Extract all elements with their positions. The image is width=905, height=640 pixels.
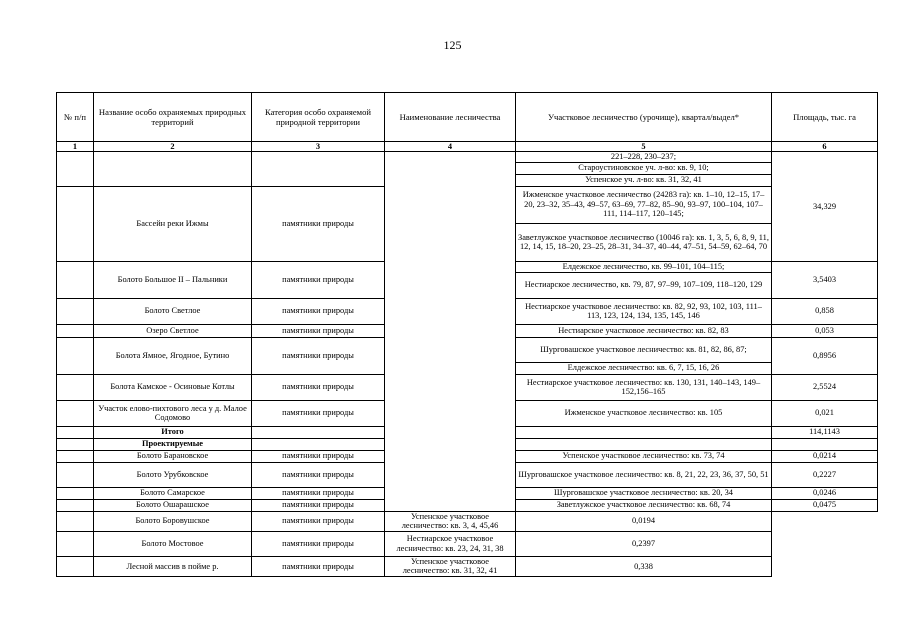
area-cell: 0,0214 [772,450,878,462]
name-cell: Болота Ямное, Ягодное, Бутино [94,337,252,374]
index-cell [57,531,94,556]
index-cell [57,438,94,450]
name-cell [94,152,252,187]
index-cell [57,426,94,438]
column-number: 3 [252,142,385,152]
category-cell: памятники природы [252,556,385,576]
forestry-cell: Ижменское участковое лесничество: кв. 105 [516,400,772,426]
index-cell [57,499,94,511]
forestry-cell: Нестиарское участковое лесничество: кв. 130, 131, 140–143, 149–152,156–165 [516,374,772,400]
forestry-cell: Елдежское лесничество: кв. 6, 7, 15, 16, 26 [516,362,772,374]
forestry-cell: Успенское участковое лесничество: кв. 73, 74 [516,450,772,462]
name-cell: Болото Большое II – Пальники [94,261,252,298]
category-cell [252,152,385,187]
area-cell: 0,053 [772,324,878,337]
area-cell: 0,0246 [772,487,878,499]
name-cell: Бассейн реки Ижмы [94,186,252,261]
forestry-cell: Заветлужское участковое лесничество: кв. 68, 74 [516,499,772,511]
name-cell: Участок елово-пихтового леса у д. Малое Содомово [94,400,252,426]
name-cell: Болото Урубковское [94,462,252,487]
column-number: 4 [385,142,516,152]
index-cell [57,487,94,499]
index-cell [57,462,94,487]
header-cell: Участковое лесничество (урочище), квартал/выдел* [516,93,772,142]
category-cell [252,426,385,438]
index-cell [57,186,94,261]
category-cell: памятники природы [252,462,385,487]
total-label: Итого [94,426,252,438]
category-cell: памятники природы [252,261,385,298]
name-cell: Болото Светлое [94,298,252,324]
name-cell: Болото Боровушское [94,511,252,531]
column-number: 2 [94,142,252,152]
forestry-cell: Шурговашское участковое лесничество: кв. 20, 34 [516,487,772,499]
table-row [57,531,878,556]
table-header-row [57,93,878,142]
index-cell [57,152,94,187]
area-cell [772,438,878,450]
index-cell [57,400,94,426]
header-cell: Категория особо охраняемой природной территории [252,93,385,142]
name-cell: Озеро Светлое [94,324,252,337]
forestry-cell: Успенское уч. л-во: кв. 31, 32, 41 [516,174,772,186]
forestry-cell: 221–228, 230–237; [516,152,772,163]
area-cell: 0,858 [772,298,878,324]
header-cell: № п/п [57,93,94,142]
category-cell: памятники природы [252,511,385,531]
category-cell: памятники природы [252,487,385,499]
category-cell: памятники природы [252,531,385,556]
section-label: Проектируемые [94,438,252,450]
category-cell: памятники природы [252,499,385,511]
category-cell [252,438,385,450]
area-cell: 0,8956 [772,337,878,374]
index-cell [57,298,94,324]
header-cell: Название особо охраняемых природных территорий [94,93,252,142]
forestry-cell: Нестиарское участковое лесничество: кв. 82, 92, 93, 102, 103, 111–113, 123, 124, 134, 135, 145, 146 [516,298,772,324]
area-cell: 0,2397 [516,531,772,556]
forestry-cell: Староустиновское уч. л-во: кв. 9, 10; [516,162,772,174]
column-number: 6 [772,142,878,152]
forestry-cell [516,438,772,450]
total-value: 114,1143 [772,426,878,438]
forestry-cell: Успенское участковое лесничество: кв. 3, 4, 45,46 [385,511,516,531]
category-cell: памятники природы [252,374,385,400]
forestry-name-cell [385,152,516,512]
area-cell: 34,329 [772,152,878,262]
forestry-cell: Нестиарское участковое лесничество: кв. 23, 24, 31, 38 [385,531,516,556]
name-cell: Болото Барановское [94,450,252,462]
name-cell: Лесной массив в пойме р. [94,556,252,576]
category-cell: памятники природы [252,324,385,337]
index-cell [57,556,94,576]
forestry-cell: Успенское участковое лесничество: кв. 31, 32, 41 [385,556,516,576]
category-cell: памятники природы [252,298,385,324]
header-cell: Наименование лесничества [385,93,516,142]
forestry-cell: Елдежское лесничество, кв. 99–101, 104–115; [516,261,772,272]
table-row [57,511,878,531]
index-cell [57,261,94,298]
column-number-row [57,142,878,152]
index-cell [57,374,94,400]
index-cell [57,337,94,374]
area-cell: 3,5403 [772,261,878,298]
forestry-cell: Заветлужское участковое лесничество (10046 га): кв. 1, 3, 5, 6, 8, 9, 11, 12, 14, 15, 18–20, 23–25, 28–31, 34–37, 40–44, 47–51, 54–59, 62–64, 70 [516,223,772,261]
table-row [57,556,878,576]
forestry-cell: Ижменское участковое лесничество (24283 га): кв. 1–10, 12–15, 17–20, 23–32, 35–43, 49–57, 63–69, 77–82, 85–90, 93–97, 100–104, 107–111, 114–117, 120–145; [516,186,772,223]
category-cell: памятники природы [252,186,385,261]
header-cell: Площадь, тыс. га [772,93,878,142]
index-cell [57,450,94,462]
category-cell: памятники природы [252,400,385,426]
page-number: 125 [443,38,462,52]
forestry-cell: Шурговашское участковое лесничество: кв. 81, 82, 86, 87; [516,337,772,362]
column-number: 1 [57,142,94,152]
forestry-cell: Нестиарское лесничество, кв. 79, 87, 97–99, 107–109, 118–120, 129 [516,272,772,298]
forestry-cell [516,426,772,438]
index-cell [57,511,94,531]
area-cell: 0,021 [772,400,878,426]
name-cell: Болото Самарское [94,487,252,499]
name-cell: Болото Ошарашское [94,499,252,511]
name-cell: Болота Камское - Осиновые Котлы [94,374,252,400]
area-cell: 0,0475 [772,499,878,511]
area-cell: 0,338 [516,556,772,576]
area-cell: 0,2227 [772,462,878,487]
area-cell: 2,5524 [772,374,878,400]
name-cell: Болото Мостовое [94,531,252,556]
forestry-cell: Нестиарское участковое лесничество: кв. 82, 83 [516,324,772,337]
area-cell: 0,0194 [516,511,772,531]
index-cell [57,324,94,337]
forestry-cell: Шурговашское участковое лесничество: кв. 8, 21, 22, 23, 36, 37, 50, 51 [516,462,772,487]
protected-areas-table [56,92,878,577]
category-cell: памятники природы [252,450,385,462]
table-row [57,152,878,163]
category-cell: памятники природы [252,337,385,374]
column-number: 5 [516,142,772,152]
